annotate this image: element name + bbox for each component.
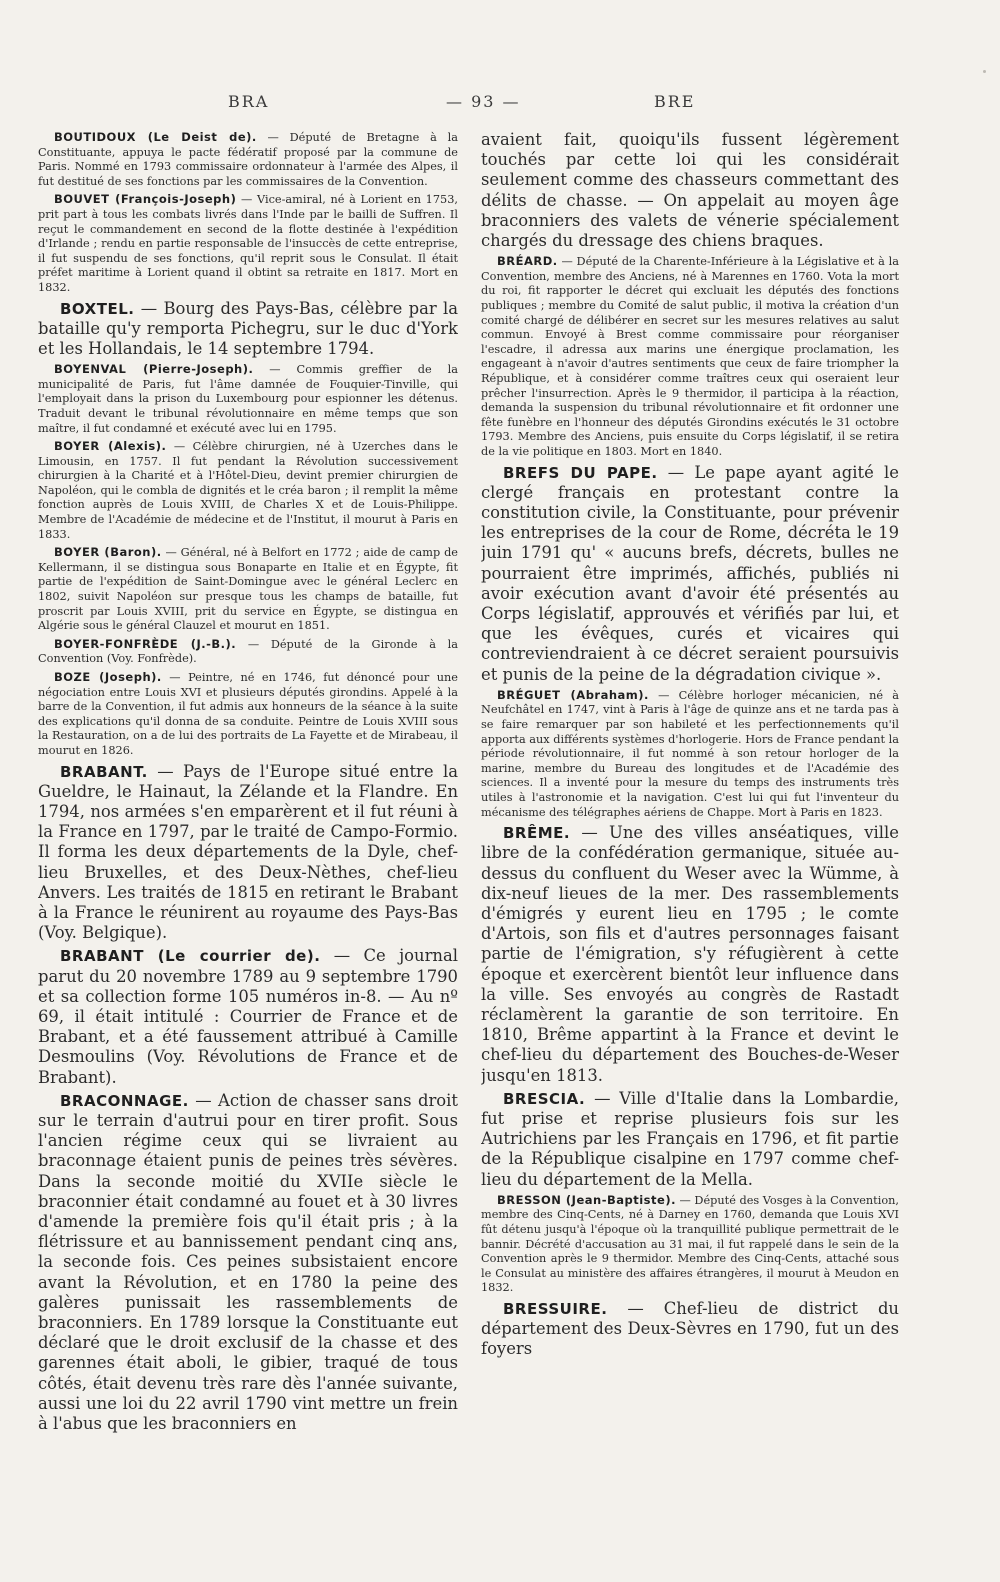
entry-text: — Député de la Charente-Inférieure à la Législative et à la Convention, membre des Anciens, né à Marennes en 1760. Vota la mort du roi, fit rapporter le décret qui excluait les députés des fonctions publiques ; membre du Comité de salut public, il motiva la création d'un comité chargé de délibérer en secret sur les mesures relatives au salut commun. Envoyé à Brest comme commissaire pour réorganiser l'escadre, il adressa aux marins une énergique proclamation, les engageant à n'avoir d'autres sentiments que ceux de faire triompher la République, et à considérer comme traîtres ceux qui oseraient leur prêcher l'insurrection. Après le 9 thermidor, il participa à la réaction, demanda la suspension du tribunal révolutionnaire et fit ordonner une fête funèbre en l'honneur des députés Girondins exécutés le 31 octobre 1793. Membre des Anciens, puis ensuite du Corps législatif, il se retira de la vie politique en 1803. Mort en 1840. [481,255,899,458]
entry-text: — Bourg des Pays-Bas, célèbre par la bataille qu'y remporta Pichegru, sur le duc d'York et les Hollandais, le 14 septembre 1794. [38,298,458,358]
entry-headword: BOYENVAL (Pierre-Joseph). [54,362,254,377]
dictionary-entry [481,463,899,685]
entry-headword: BRÊME. [503,824,571,843]
entry-text: avaient fait, quoiqu'ils fussent légèrement touchés par cette loi qui les considérait seulement comme des chasseurs commettant des délits de chasse. — On appelait au moyen âge braconniers des valets de vénerie spécialement chargés du dressage des chiens braques. [481,130,899,251]
dictionary-entry [38,637,458,667]
dictionary-entry [38,670,458,759]
entry-text: — Action de chasser sans droit sur le terrain d'autrui pour en tirer profit. Sous l'ancien régime ceux qui se livraient au braconnage étaient punis de peines très sévères. Dans la seconde moitié du XVIIe siècle le braconnier était condamné au fouet et à 30 livres d'amende la première fois qu'il était pris ; à la flétrissure et au bannissement pendant cinq ans, la seconde fois. Ces peines subsistaient encore avant la Révolution, et en 1780 la peine des galères punissait les rassemblements de braconniers. En 1789 lorsque la Constituante eut déclaré que le droit exclusif de la chasse et des garennes était aboli, le gibier, traqué de tous côtés, était devenu très rare dès l'année suivante, aussi une loi du 22 avril 1790 vint mettre un frein à l'abus que les braconniers en [38,1090,458,1434]
entry-text: — Chef-lieu de district du département des Deux-Sèvres en 1790, fut un des foyers [481,1298,899,1359]
entry-headword: BRABANT (Le courrier de). [60,947,321,966]
dictionary-entry [38,439,458,542]
entry-text: — Député de Bretagne à la Constituante, appuya le pacte fédératif proposé par la commune de Paris. Nommé en 1793 commissaire ordonnateur à l'armée des Alpes, il fut destitué de ses fonctions par les commissaires de la Convention. [38,131,458,188]
dictionary-entry [38,545,458,634]
entry-headword: BOYER (Alexis). [54,439,167,454]
entry-headword: BOYER-FONFRÈDE (J.-B.). [54,636,237,651]
dictionary-entry [481,1193,899,1296]
dictionary-entry [481,130,899,251]
entry-text: — Général, né à Belfort en 1772 ; aide de camp de Kellermann, il se distingua sous Bonaparte en Italie et en Égypte, fit partie de l'expédition de Saint-Domingue avec le général Leclerc en 1802, suivit Napoléon sur presque tous les champs de bataille, fut proscrit par Louis XVIII, prit du service en Égypte, se distingua en Algérie sous le général Clauzel et mourut en 1851. [38,546,458,633]
entry-text: — Peintre, né en 1746, fut dénoncé pour une négociation entre Louis XVI et plusieurs députés girondins. Appelé à la barre de la Convention, il fut admis aux honneurs de la séance à la suite des explications qu'il donna de sa conduite. Peintre de Louis XVIII sous la Restauration, on a de lui des portraits de La Fayette et de Mirabeau, il mourut en 1826. [38,671,458,757]
entry-headword: BRESSON (Jean-Baptiste). [497,1192,676,1207]
right-column [481,130,899,1555]
entry-text: — Pays de l'Europe situé entre la Gueldre, le Hainaut, la Zélande et la Flandre. En 1794, nos armées s'en emparèrent et il fut réuni à la France en 1797, par le traité de Campo-Formio. Il forma les deux départements de la Dyle, chef-lieu Bruxelles, et des Deux-Nèthes, chef-lieu Anvers. Les traités de 1815 en retirant le Brabant à la France le réunirent au royaume des Pays-Bas (Voy. Belgique). [38,761,458,943]
entry-headword: BRÉGUET (Abraham). [497,687,649,702]
entry-headword: BOUVET (François-Joseph) [54,192,237,207]
dictionary-entry [481,688,899,820]
entry-text: — Député de la Gironde à la Convention (Voy. Fonfrède). [38,637,458,666]
dictionary-entry [38,130,458,189]
entry-text: — Commis greffier de la municipalité de Paris, fut l'âme damnée de Fouquier-Tinville, qui l'employait dans la prison du Luxembourg pour espionner les détenus. Traduit devant le tribunal révolutionnaire en même temps que son maître, il fut condamné et exécuté avec lui en 1795. [38,363,458,435]
entry-text: — Célèbre chirurgien, né à Uzerches dans le Limousin, en 1757. Il fut pendant la Révolution successivement chirurgien à la Charité et à l'Hôtel-Dieu, devint premier chirurgien de Napoléon, qui le combla de dignités et le créa baron ; il remplit la même fonction auprès de Louis XVIII, de Charles X et de Louis-Philippe. Membre de l'Académie de médecine et de l'Institut, il mourut à Paris en 1833. [38,440,458,541]
entry-text: — Vice-amiral, né à Lorient en 1753, prit part à tous les combats livrés dans l'Inde par le bailli de Suffren. Il reçut le commandement en second de la flotte destinée à l'expédition d'Irlande ; rendu en partie responsable de l'insuccès de cette entreprise, il fut suspendu de ses fonctions, qu'il reprit sous le Consulat. Il était préfet maritime à Lorient quand il obtint sa retraite en 1817. Mort en 1832. [38,193,458,294]
dictionary-entry [481,823,899,1086]
dictionary-entry [38,1091,458,1434]
dictionary-entry [481,254,899,459]
entry-text: — Célèbre horloger mécanicien, né à Neufchâtel en 1747, vint à Paris à l'âge de quinze ans et ne tarda pas à se faire remarquer par son habileté et les perfectionnements qu'il apporta aux différents systèmes d'horlogerie. Hors de France pendant la période révolutionnaire, il fut nommé à son retour horloger de la marine, membre du Bureau des longitudes et de l'Académie des sciences. Il a inventé pour la mesure du temps des instruments très utiles à l'astronomie et la navigation. C'est lui qui fut l'inventeur du mécanisme des télégraphes aériens de Chappe. Mort à Paris en 1823. [481,688,899,819]
dictionary-entry [481,1299,899,1360]
dictionary-entry [38,192,458,295]
entry-headword: BRESSUIRE. [503,1299,608,1318]
dictionary-entry [38,362,458,436]
entry-text: — Ce journal parut du 20 novembre 1789 au 9 septembre 1790 et sa collection forme 105 numéros in-8. — Au nº 69, il était intitulé : Courrier de France et de Brabant, et a été faussement attribué à Camille Desmoulins (Voy. Révolutions de France et de Brabant). [38,946,458,1087]
entry-text: — Député des Vosges à la Convention, membre des Cinq-Cents, né à Darney en 1760, demanda que Louis XVI fût détenu jusqu'à l'époque où la tranquillité publique permettrait de le bannir. Décrété d'accusation au 31 mai, il fut rappelé dans le sein de la Convention après le 9 thermidor. Membre des Cinq-Cents, attaché sous le Consulat au ministère des affaires étrangères, il mourut à Meudon en 1832. [481,1193,899,1295]
header-right: BRE [654,92,696,111]
scan-speck [983,70,986,73]
left-column [38,130,458,1555]
entry-headword: BRESCIA. [503,1089,586,1108]
dictionary-entry [481,1089,899,1190]
dictionary-entry [38,762,458,944]
entry-text: — Le pape ayant agité le clergé français en protestant contre la constitution civile, la Constituante, pour prévenir les entreprises de la cour de Rome, décréta le 19 juin 1791 qu' « aucuns brefs, décrets, bulles ne pourraient être imprimés, affichés, publiés ni avoir exécution avant d'avoir été présentés au Corps législatif, approuvés et vérifiés par lui, et que les évêques, curés et vicaires qui contreviendraient à ce décret seraient poursuivis et punis de la peine de la dégradation civique ». [481,462,899,684]
entry-text: — Ville d'Italie dans la Lombardie, fut prise et reprise plusieurs fois sur les Autrichiens par les Français en 1796, et fit partie de la République cisalpine en 1797 comme chef-lieu du département de la Mella. [481,1088,899,1189]
dictionary-entry [38,946,458,1087]
page-number: — 93 — [446,92,521,111]
header-left: BRA [228,92,270,111]
entry-headword: BOUTIDOUX (Le Deist de). [54,130,257,144]
entry-headword: BOYER (Baron). [54,545,162,560]
running-header [0,92,1000,114]
entry-headword: BRÉARD. [497,254,558,269]
entry-text: — Une des villes anséatiques, ville libre de la confédération germanique, située au-dessus du confluent du Weser avec la Wümme, à dix-neuf lieues de la mer. Des rassemblements d'émigrés y eurent lieu en 1795 ; le comte d'Artois, son fils et d'autres personnages faisant partie de l'émigration, s'y réfugièrent à cette époque et exercèrent bientôt leur influence dans la ville. Ses envoyés au congrès de Rastadt réclamèrent la garantie de son territoire. En 1810, Brême appartint à la France et devint le chef-lieu du département des Bouches-de-Weser jusqu'en 1813. [481,823,899,1085]
entry-headword: BREFS DU PAPE. [503,463,658,482]
entry-headword: BRACONNAGE. [60,1091,189,1110]
entry-headword: BOZE (Joseph). [54,670,162,685]
entry-headword: BOXTEL. [60,299,135,318]
entry-headword: BRABANT. [60,762,148,781]
dictionary-entry [38,299,458,360]
